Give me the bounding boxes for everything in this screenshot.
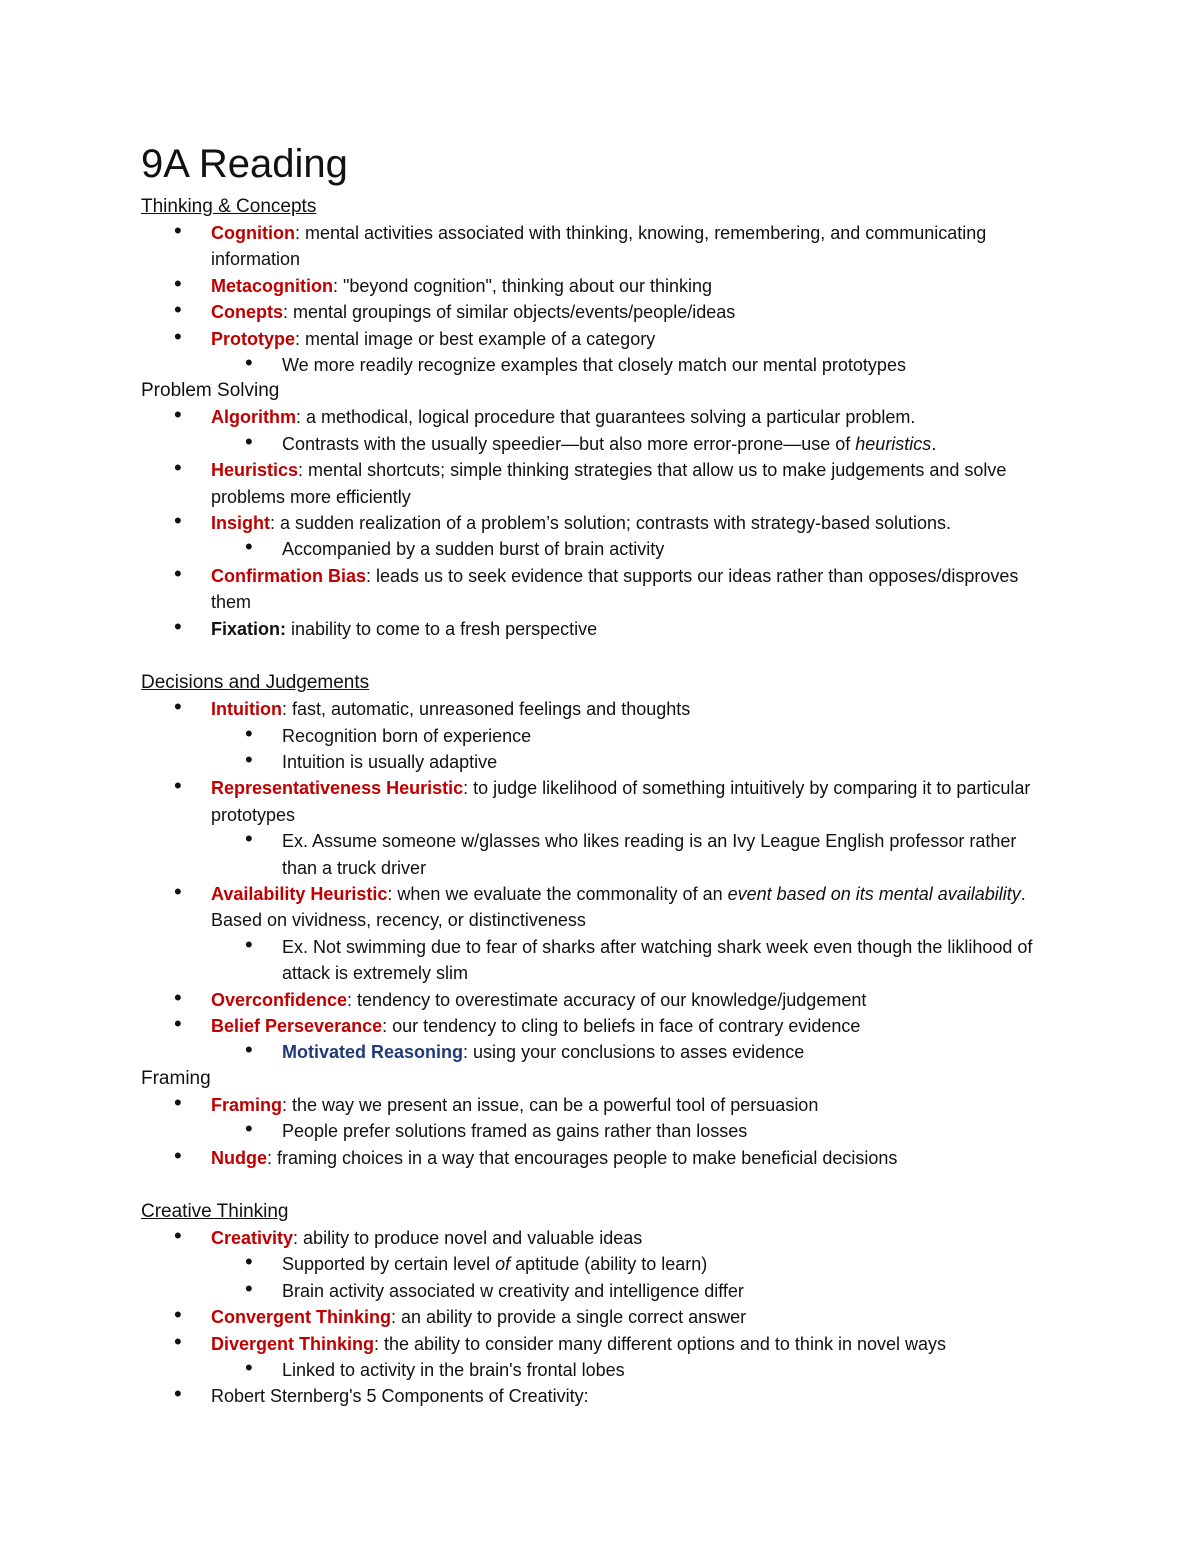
term-cognition: Cognition: [211, 223, 295, 243]
term-nudge: Nudge: [211, 1147, 267, 1168]
italic-text: heuristics: [855, 433, 932, 454]
heading-problem-solving: Problem Solving: [141, 380, 280, 402]
definition: . Based on vividness, recency, or distinctiveness: [211, 883, 1026, 931]
list-thinking-concepts: [141, 220, 1041, 378]
definition: : ability to produce novel and valuable ideas: [293, 1228, 643, 1248]
list-item: [141, 696, 1041, 722]
term-divergent-thinking: Divergent Thinking: [211, 1333, 375, 1354]
sub-list-item: • Ex. Assume someone w/glasses who likes reading is an Ivy League English professor rather than a truck driver: [141, 828, 1041, 881]
sub-list-item: • Brain activity associated w creativity and intelligence differ: [141, 1278, 1041, 1304]
sub-text: Supported by certain level: [282, 1254, 496, 1275]
sub-list-item: • Intuition is usually adaptive: [141, 749, 1041, 775]
list-creative-thinking: [141, 1225, 1041, 1410]
definition: : tendency to overestimate accuracy of our knowledge/judgement: [347, 989, 867, 1010]
term-metacognition: Metacognition: [211, 275, 333, 296]
term-algorithm: Algorithm: [211, 407, 296, 428]
list-problem-solving: [141, 404, 1041, 642]
list-item: [141, 1092, 1041, 1118]
definition: : mental activities associated with thinking, knowing, remembering, and communicating information: [211, 223, 987, 270]
list-item: [141, 220, 1041, 273]
definition: : using your conclusions to asses evidence: [463, 1042, 805, 1063]
list-item: [141, 1013, 1041, 1039]
list-item: [141, 1331, 1041, 1357]
definition: : leads us to seek evidence that supports our ideas rather than opposes/disproves them: [211, 565, 1019, 613]
sub-list-item: • Recognition born of experience: [141, 723, 1041, 749]
definition: : mental groupings of similar objects/events/people/ideas: [283, 302, 736, 323]
term-insight: Insight: [211, 513, 270, 534]
term-motivated-reasoning: Motivated Reasoning: [282, 1042, 464, 1063]
list-item: [141, 457, 1041, 510]
list-item: [141, 775, 1041, 828]
definition: : our tendency to cling to beliefs in face of contrary evidence: [382, 1015, 861, 1036]
sub-list-item: • Linked to activity in the brain's frontal lobes: [141, 1357, 1041, 1383]
list-item: [141, 1304, 1041, 1330]
definition: : when we evaluate the commonality of an: [387, 883, 728, 904]
definition: inability to come to a fresh perspective: [286, 618, 598, 639]
term-intuition: Intuition: [211, 699, 282, 720]
term-creativity: Creativity: [211, 1228, 294, 1248]
list-decisions-judgements: [141, 696, 1041, 1066]
definition: : a sudden realization of a problem’s solution; contrasts with strategy-based solutions.: [270, 513, 952, 534]
definition: : mental shortcuts; simple thinking strategies that allow us to make judgements and solve problems more efficiently: [211, 460, 1007, 507]
sub-list-item: [141, 431, 1041, 457]
definition: : an ability to provide a single correct answer: [391, 1307, 747, 1328]
spacer: [141, 642, 1041, 670]
term-framing: Framing: [211, 1094, 283, 1115]
list-item: • Robert Sternberg's 5 Components of Creativity:: [141, 1383, 1041, 1409]
sub-text: aptitude (ability to learn): [510, 1254, 708, 1275]
page-title: 9A Reading: [141, 142, 348, 186]
list-item: [141, 1225, 1041, 1251]
list-item: [141, 299, 1041, 325]
term-convergent-thinking: Convergent Thinking: [211, 1307, 391, 1328]
list-item: [141, 1145, 1041, 1171]
list-item: [141, 404, 1041, 430]
list-item: [141, 563, 1041, 616]
italic-text: event based on its mental availability: [727, 883, 1021, 904]
heading-creative-thinking: Creative Thinking: [141, 1201, 289, 1222]
list-item: [141, 881, 1041, 934]
definition: : mental image or best example of a category: [295, 328, 656, 349]
sub-list-item: • Accompanied by a sudden burst of brain activity: [141, 536, 1041, 562]
list-item: [141, 987, 1041, 1013]
definition: : fast, automatic, unreasoned feelings and thoughts: [281, 699, 691, 720]
term-belief-perseverance: Belief Perseverance: [211, 1015, 383, 1036]
sub-list-item: [141, 1251, 1041, 1277]
definition: : "beyond cognition", thinking about our thinking: [333, 275, 713, 296]
term-confirmation-bias: Confirmation Bias: [211, 565, 367, 586]
heading-decisions-judgements: Decisions and Judgements: [141, 672, 370, 694]
term-fixation: Fixation:: [211, 618, 286, 639]
list-item: [141, 326, 1041, 352]
term-heuristics: Heuristics: [211, 460, 299, 481]
list-item: [141, 510, 1041, 536]
definition: : framing choices in a way that encourages people to make beneficial decisions: [267, 1147, 898, 1168]
sub-list-item: • People prefer solutions framed as gains rather than losses: [141, 1118, 1041, 1144]
term-concepts: Conepts: [211, 302, 283, 323]
definition: : the way we present an issue, can be a powerful tool of persuasion: [282, 1094, 819, 1115]
sub-text: Contrasts with the usually speedier—but also more error-prone—use of: [282, 433, 856, 454]
list-item: [141, 616, 1041, 642]
sub-text: .: [931, 433, 937, 454]
definition: : the ability to consider many different options and to think in novel ways: [374, 1333, 947, 1354]
definition: : a methodical, logical procedure that guarantees solving a particular problem.: [296, 407, 916, 428]
term-prototype: Prototype: [211, 328, 296, 349]
heading-framing: Framing: [141, 1067, 211, 1089]
term-representativeness-heuristic: Representativeness Heuristic: [211, 778, 464, 799]
term-overconfidence: Overconfidence: [211, 989, 348, 1010]
spacer: [141, 1171, 1041, 1199]
italic-text: of: [495, 1254, 511, 1275]
sub-list-item: • Ex. Not swimming due to fear of sharks after watching shark week even though the liklihood of attack is extremely slim: [141, 934, 1041, 987]
document-body: [141, 140, 1041, 1410]
heading-thinking-concepts: Thinking & Concepts: [141, 196, 317, 217]
sub-list-item: • We more readily recognize examples that closely match our mental prototypes: [141, 352, 1041, 378]
list-framing: [141, 1092, 1041, 1171]
term-availability-heuristic: Availability Heuristic: [211, 883, 388, 904]
definition: : to judge likelihood of something intuitively by comparing it to particular prototypes: [211, 778, 1031, 825]
list-item: [141, 273, 1041, 299]
sub-list-item: [141, 1039, 1041, 1065]
